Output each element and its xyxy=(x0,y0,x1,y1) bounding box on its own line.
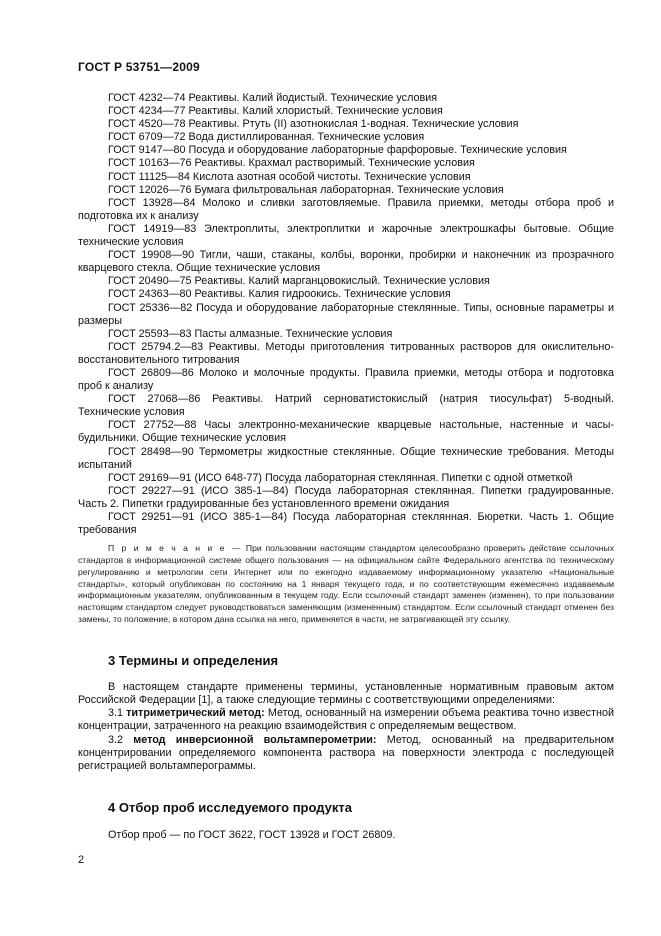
section-4-text: Отбор проб — по ГОСТ 3622, ГОСТ 13928 и ГОСТ 26809. xyxy=(108,829,396,842)
term-number: 3.1 xyxy=(108,707,127,720)
reference-item: ГОСТ 4234—77 Реактивы. Калий хлористый. Технические условия xyxy=(108,105,443,118)
page-content xyxy=(78,92,614,842)
page-header: ГОСТ Р 53751—2009 xyxy=(78,60,200,74)
note-text: При пользовании настоящим стандартом целесообразно проверить действие ссылочных стандартов в информационной системе общего пользования — на официальном сайте Федерального агентства по техническому регулированию и метрологии сети Интернет или по ежегодно издаваемому информационному указателю «Национальные стандарты», который опубликован по состоянию на 1 января текущего года, и по соответствующим ежемесячно издаваемым информационным указателям, опубликованным в текущем году. Если ссылочный стандарт заменен (изменен), то при пользовании настоящим стандартом следует руководствоваться заменяющим (измененным) стандартом. Если ссылочный стандарт отменен без замены, то положение, в котором дана ссылка на него, применяется в части, не затрагивающей эту ссылку. xyxy=(78,543,615,624)
page-number: 2 xyxy=(78,854,85,866)
reference-item: ГОСТ 27752—88 Часы электронно-механические кварцевые настольные, настенные и часы-будильники. Общие технические условия xyxy=(78,419,614,445)
reference-item: ГОСТ 12026—76 Бумага фильтровальная лабораторная. Технические условия xyxy=(108,183,504,196)
reference-list xyxy=(78,92,614,537)
reference-item: ГОСТ 25593—83 Пасты алмазные. Технические условия xyxy=(108,327,393,340)
term-name: титриметрический метод: xyxy=(126,707,265,720)
note xyxy=(78,543,614,626)
term-number: 3.2 xyxy=(108,733,134,746)
section-4-heading: 4 Отбор проб исследуемого продукта xyxy=(108,800,353,816)
reference-item: ГОСТ 20490—75 Реактивы. Калий марганцовокислый. Технические условия xyxy=(108,275,490,288)
term-name: метод инверсионной вольтамперометрии: xyxy=(133,733,377,746)
term-definition-3-2 xyxy=(78,734,614,774)
reference-item: ГОСТ 9147—80 Посуда и оборудование лабораторные фарфоровые. Технические условия xyxy=(108,144,567,157)
reference-item: ГОСТ 4232—74 Реактивы. Калий йодистый. Технические условия xyxy=(108,92,438,104)
reference-item: ГОСТ 27068—86 Реактивы. Натрий серноватистокислый (натрия тиосульфат) 5-водный. Технические условия xyxy=(78,393,614,419)
section-3-heading: 3 Термины и определения xyxy=(108,652,279,668)
reference-item: ГОСТ 28498—90 Термометры жидкостные стеклянные. Общие технические требования. Методы испытаний xyxy=(78,445,614,471)
reference-item: ГОСТ 6709—72 Вода дистиллированная. Технические условия xyxy=(108,131,425,144)
reference-item: ГОСТ 25336—82 Посуда и оборудование лабораторные стеклянные. Типы, основные параметры и размеры xyxy=(78,301,614,327)
reference-item: ГОСТ 29169—91 (ИСО 648-77) Посуда лабораторная стеклянная. Пипетки с одной отметкой xyxy=(108,471,573,484)
reference-item: ГОСТ 24363—80 Реактивы. Калия гидроокись. Технические условия xyxy=(108,288,451,301)
reference-item: ГОСТ 4520—78 Реактивы. Ртуть (II) азотнокислая 1-водная. Технические условия xyxy=(108,118,519,131)
reference-item: ГОСТ 25794.2—83 Реактивы. Методы приготовления титрованных растворов для окислительно-восстановительного титрования xyxy=(78,340,614,366)
section-4-body xyxy=(78,829,614,842)
reference-item: ГОСТ 14919—83 Электроплиты, электроплитки и жарочные электрошкафы бытовые. Общие технические условия xyxy=(78,222,614,249)
term-definition: Метод, основанный на измерении объема реактива точно известной концентрации, затраченного на реакцию взаимодействия с определяемым веществом. xyxy=(78,707,614,733)
term-definition-3-1 xyxy=(78,707,614,733)
reference-item: ГОСТ 13928—84 Молоко и сливки заготовляемые. Правила приемки, методы отбора проб и подготовка их к анализу xyxy=(78,196,614,222)
reference-item: ГОСТ 10163—76 Реактивы. Крахмал растворимый. Технические условия xyxy=(108,157,475,170)
reference-item: ГОСТ 29227—91 (ИСО 385-1—84) Посуда лабораторная стеклянная. Пипетки градуированные. Часть 2. Пипетки градуированные без установленного времени ожидания xyxy=(78,484,614,510)
note-label: П р и м е ч а н и е — xyxy=(108,543,243,554)
reference-item: ГОСТ 19908—90 Тигли, чаши, стаканы, колбы, воронки, пробирки и наконечник из прозрачного кварцевого стекла. Общие технические условия xyxy=(78,249,614,275)
section-3-body xyxy=(78,681,614,773)
term-definition: Метод, основанный на предварительном концентрировании определяемого компонента раствора на поверхности электрода с последующей регистрацией вольтамперограммы. xyxy=(78,733,615,772)
reference-item: ГОСТ 11125—84 Кислота азотная особой чистоты. Технические условия xyxy=(108,170,471,183)
section-3-intro: В настоящем стандарте применены термины, установленные нормативным правовым актом Российской Федерации [1], а также следующие термины с соответствующими определениями: xyxy=(78,680,614,706)
reference-item: ГОСТ 26809—86 Молоко и молочные продукты. Правила приемки, методы отбора и подготовка проб к анализу xyxy=(78,366,614,393)
reference-item: ГОСТ 29251—91 (ИСО 385-1—84) Посуда лабораторная стеклянная. Бюретки. Часть 1. Общие требования xyxy=(78,511,614,537)
